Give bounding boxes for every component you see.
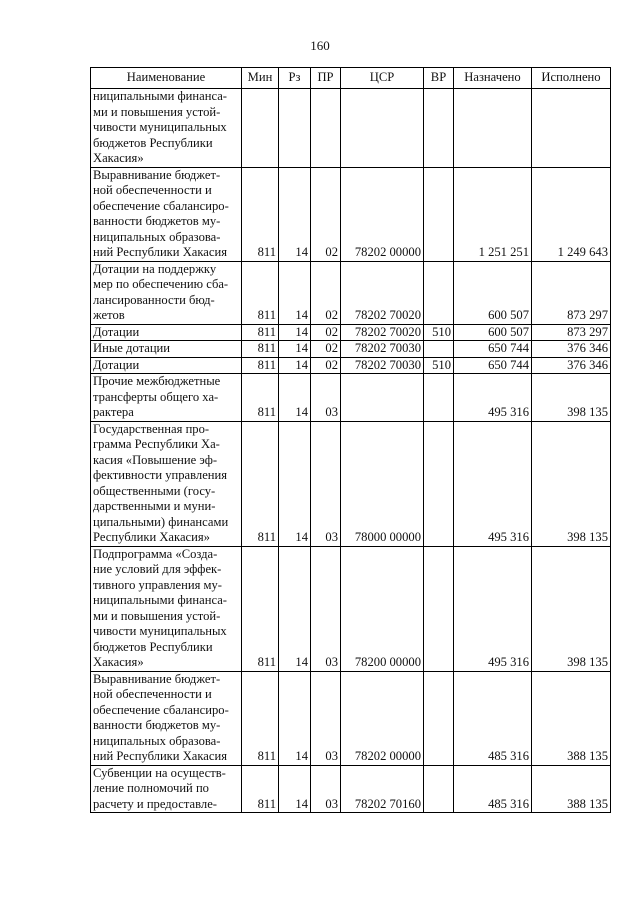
row-executed: 388 135 [532, 671, 611, 765]
header-pr: ПР [311, 68, 341, 89]
row-name: Субвенции на осуществ- ление полномочий по расчету и предоставле- [91, 765, 242, 813]
row-min: 811 [242, 546, 279, 671]
row-vr [424, 765, 454, 813]
row-pr: 03 [311, 765, 341, 813]
row-rz: 14 [279, 546, 311, 671]
table-header-row [91, 68, 611, 89]
row-min [242, 89, 279, 168]
row-pr: 02 [311, 167, 341, 261]
row-min: 811 [242, 341, 279, 358]
row-vr [424, 341, 454, 358]
row-pr [311, 89, 341, 168]
row-csr: 78202 70020 [341, 324, 424, 341]
row-vr [424, 167, 454, 261]
row-pr: 03 [311, 374, 341, 422]
budget-table [90, 67, 611, 813]
row-name: Дотации на поддержку мер по обеспечению сба- лансированности бюд- жетов [91, 261, 242, 324]
row-csr [341, 89, 424, 168]
row-vr [424, 374, 454, 422]
table-row [91, 261, 611, 324]
row-rz: 14 [279, 357, 311, 374]
table-row [91, 671, 611, 765]
header-min: Мин [242, 68, 279, 89]
row-min: 811 [242, 374, 279, 422]
row-rz: 14 [279, 261, 311, 324]
row-pr: 03 [311, 421, 341, 546]
row-executed: 398 135 [532, 421, 611, 546]
row-vr: 510 [424, 324, 454, 341]
row-csr: 78202 70160 [341, 765, 424, 813]
row-min: 811 [242, 421, 279, 546]
table-row [91, 765, 611, 813]
row-assigned: 650 744 [454, 357, 532, 374]
row-rz [279, 89, 311, 168]
row-csr: 78202 70030 [341, 341, 424, 358]
row-pr: 03 [311, 546, 341, 671]
row-name: ниципальными финанса- ми и повышения устой- чивости муниципальных бюджетов Республики Хакасия» [91, 89, 242, 168]
row-pr: 03 [311, 671, 341, 765]
row-csr: 78202 00000 [341, 671, 424, 765]
row-assigned: 650 744 [454, 341, 532, 358]
row-min: 811 [242, 324, 279, 341]
row-name: Дотации [91, 357, 242, 374]
row-csr: 78200 00000 [341, 546, 424, 671]
table-row [91, 374, 611, 422]
row-pr: 02 [311, 341, 341, 358]
page-number: 160 [310, 38, 330, 53]
table-row [91, 341, 611, 358]
row-rz: 14 [279, 421, 311, 546]
row-rz: 14 [279, 341, 311, 358]
table-row [91, 167, 611, 261]
row-assigned: 485 316 [454, 765, 532, 813]
row-executed [532, 89, 611, 168]
row-rz: 14 [279, 765, 311, 813]
table-row [91, 324, 611, 341]
header-vr: ВР [424, 68, 454, 89]
row-name: Подпрограмма «Созда- ние условий для эффек- тивного управления му- ниципальными финанса- ми и повышения устой- чивости муниципальных бюджетов Республики Хакасия» [91, 546, 242, 671]
row-vr [424, 421, 454, 546]
row-executed: 873 297 [532, 324, 611, 341]
row-assigned: 495 316 [454, 421, 532, 546]
row-rz: 14 [279, 374, 311, 422]
row-assigned: 495 316 [454, 374, 532, 422]
row-executed: 376 346 [532, 357, 611, 374]
row-assigned: 485 316 [454, 671, 532, 765]
row-csr: 78202 00000 [341, 167, 424, 261]
row-vr: 510 [424, 357, 454, 374]
header-name: Наименование [91, 68, 242, 89]
header-csr: ЦСР [341, 68, 424, 89]
row-executed: 873 297 [532, 261, 611, 324]
row-csr: 78202 70030 [341, 357, 424, 374]
row-name: Выравнивание бюджет- ной обеспеченности и обеспечение сбалансиро- ванности бюджетов му- ниципальных образова- ний Республики Хакасия [91, 671, 242, 765]
row-assigned: 600 507 [454, 324, 532, 341]
row-executed: 376 346 [532, 341, 611, 358]
header-assigned: Назначено [454, 68, 532, 89]
row-executed: 388 135 [532, 765, 611, 813]
row-min: 811 [242, 167, 279, 261]
row-min: 811 [242, 357, 279, 374]
row-vr [424, 546, 454, 671]
row-name: Дотации [91, 324, 242, 341]
row-pr: 02 [311, 261, 341, 324]
row-executed: 1 249 643 [532, 167, 611, 261]
header-rz: Рз [279, 68, 311, 89]
row-csr [341, 374, 424, 422]
row-pr: 02 [311, 357, 341, 374]
row-executed: 398 135 [532, 546, 611, 671]
table-row [91, 421, 611, 546]
row-assigned: 1 251 251 [454, 167, 532, 261]
row-rz: 14 [279, 671, 311, 765]
row-vr [424, 261, 454, 324]
header-executed: Исполнено [532, 68, 611, 89]
row-assigned [454, 89, 532, 168]
row-name: Прочие межбюджетные трансферты общего ха- рактера [91, 374, 242, 422]
row-csr: 78000 00000 [341, 421, 424, 546]
row-vr [424, 671, 454, 765]
row-csr: 78202 70020 [341, 261, 424, 324]
row-vr [424, 89, 454, 168]
row-min: 811 [242, 261, 279, 324]
row-assigned: 495 316 [454, 546, 532, 671]
row-pr: 02 [311, 324, 341, 341]
table-row [91, 546, 611, 671]
row-name: Иные дотации [91, 341, 242, 358]
row-name: Выравнивание бюджет- ной обеспеченности и обеспечение сбалансиро- ванности бюджетов му- ниципальных образова- ний Республики Хакасия [91, 167, 242, 261]
row-min: 811 [242, 671, 279, 765]
row-rz: 14 [279, 167, 311, 261]
row-name: Государственная про- грамма Республики Ха- касия «Повышение эф- фективности управления общественными (госу- дарственными и муни- ципальными) финансами Республики Хакасия» [91, 421, 242, 546]
table-row [91, 357, 611, 374]
row-rz: 14 [279, 324, 311, 341]
row-min: 811 [242, 765, 279, 813]
row-executed: 398 135 [532, 374, 611, 422]
table-row [91, 89, 611, 168]
row-assigned: 600 507 [454, 261, 532, 324]
